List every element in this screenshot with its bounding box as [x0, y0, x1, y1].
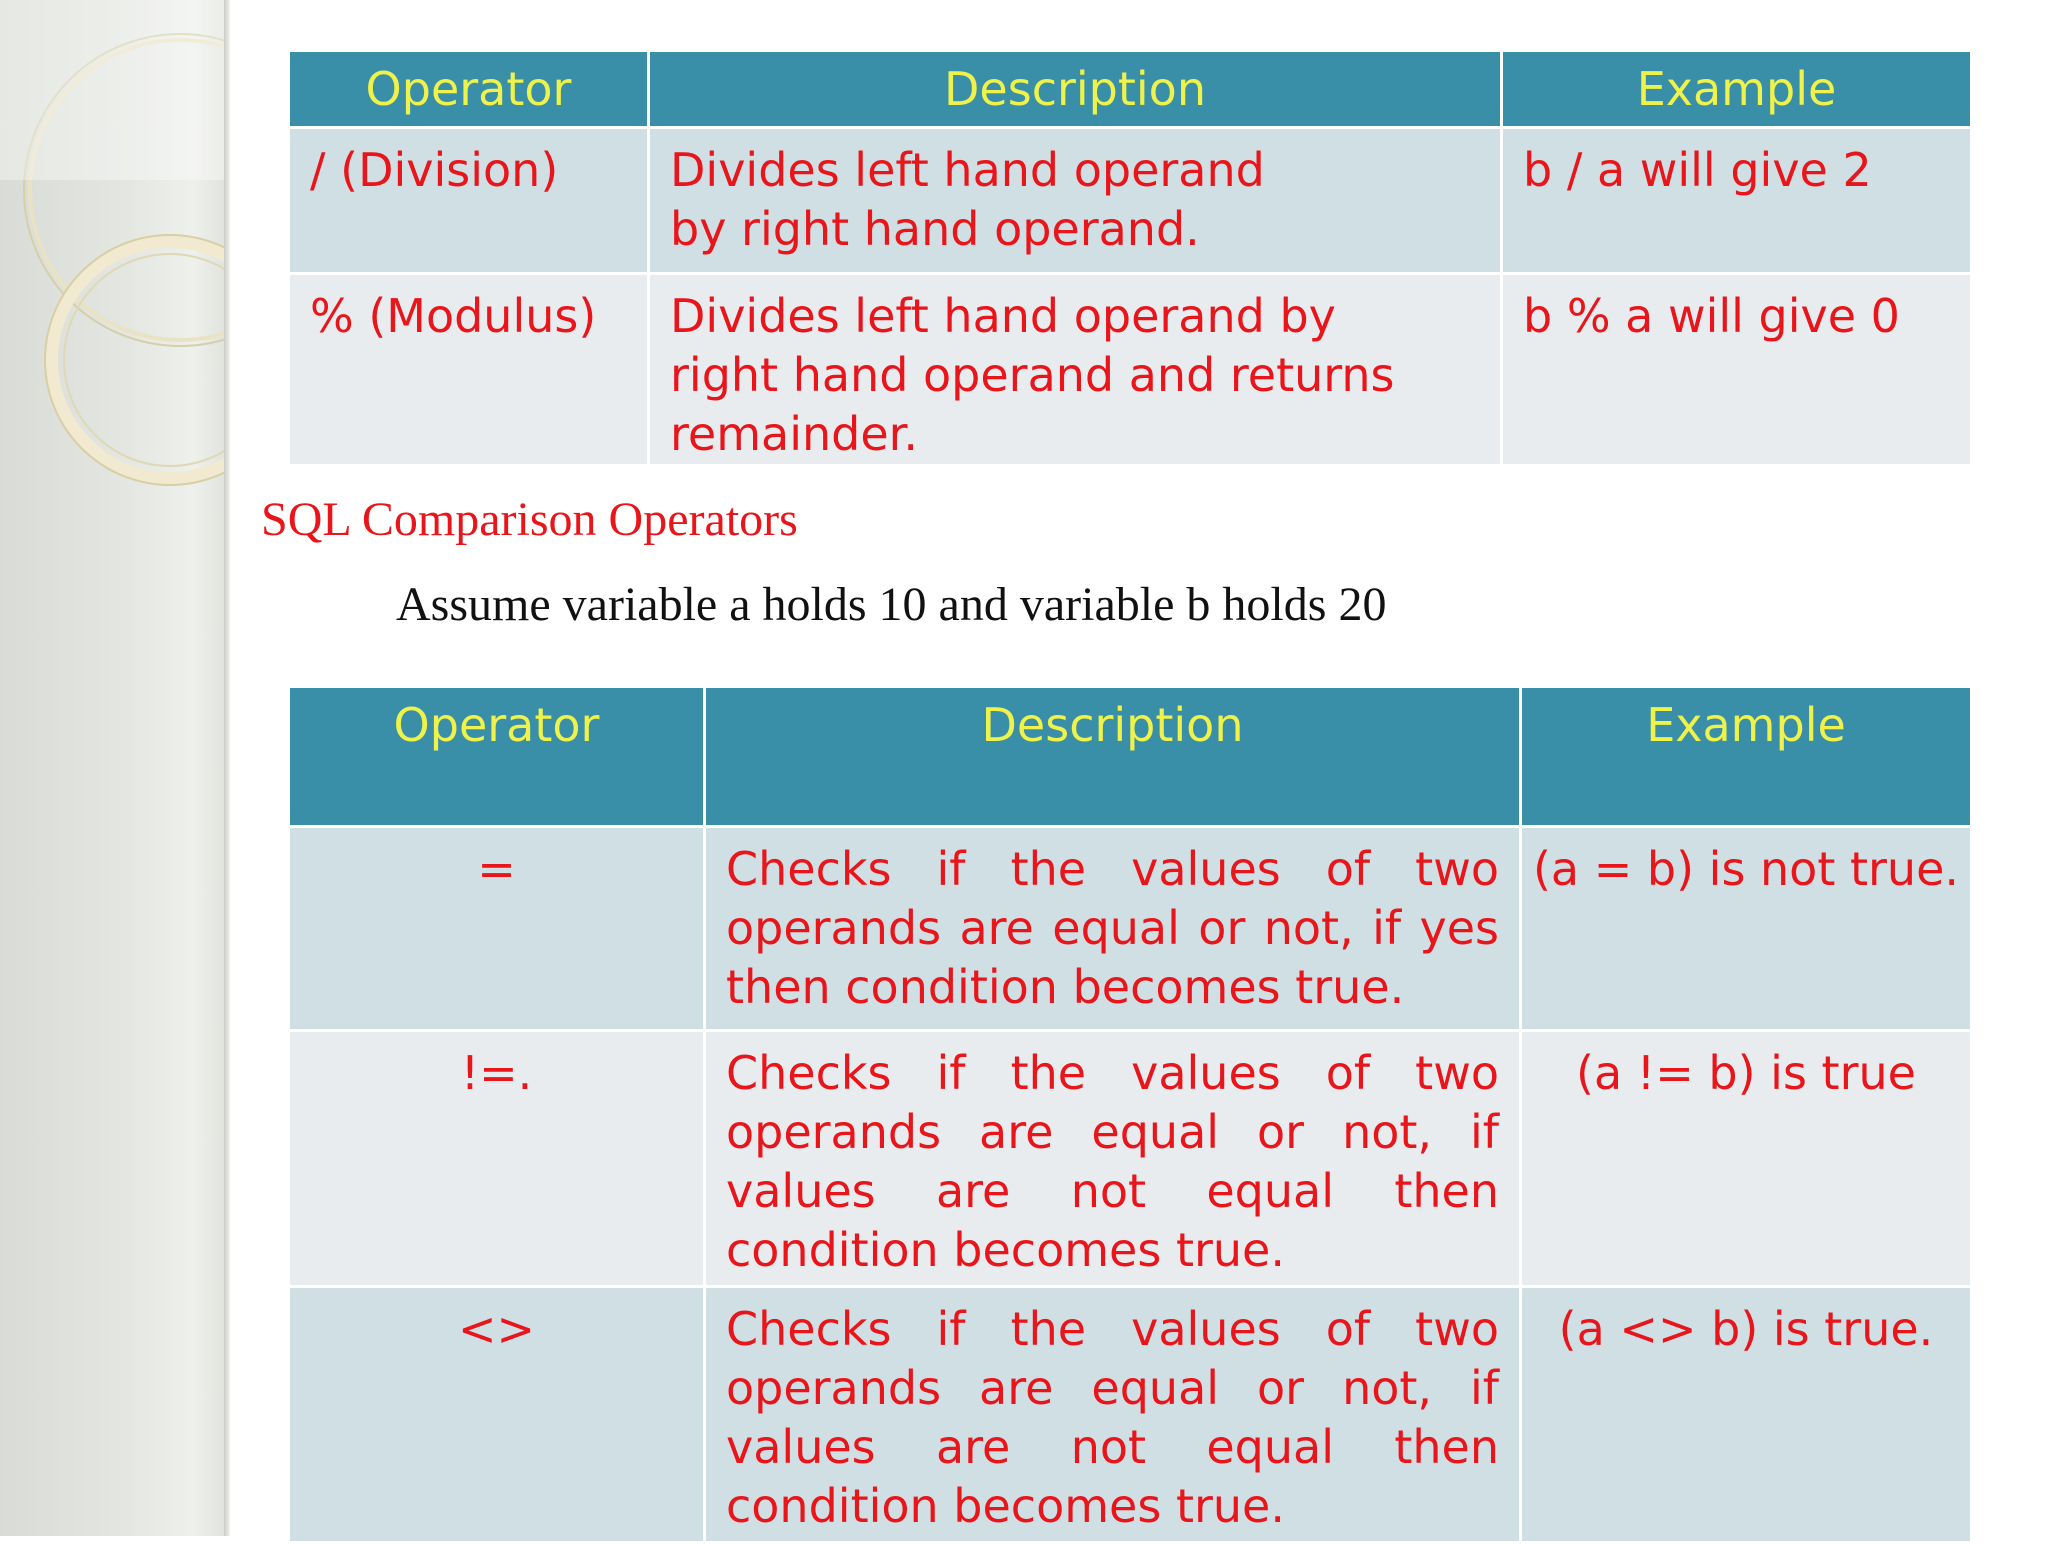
example-cell: (a != b) is true — [1522, 1032, 1970, 1285]
table-row — [290, 129, 1970, 272]
header-description: Description — [650, 52, 1500, 126]
description-cell: Checks if the values of two operands are equal or not, if yes then condition becomes true. — [706, 828, 1519, 1029]
description-cell: Checks if the values of two operands are equal or not, if values are not equal then condition becomes true. — [706, 1032, 1519, 1285]
decorative-side-panel — [0, 0, 228, 1536]
decorative-rings — [0, 0, 228, 1536]
table-row — [290, 1032, 1970, 1285]
example-cell: (a <> b) is true. — [1522, 1288, 1970, 1541]
example-cell: b % a will give 0 — [1503, 275, 1970, 464]
arithmetic-operators-table — [287, 49, 1973, 467]
table-header-row — [290, 688, 1970, 825]
comparison-operators-table — [287, 685, 1973, 1544]
header-example: Example — [1503, 52, 1970, 126]
example-cell: (a = b) is not true. — [1522, 828, 1970, 1029]
header-example: Example — [1522, 688, 1970, 825]
operator-cell: % (Modulus) — [290, 275, 647, 464]
description-cell: Checks if the values of two operands are equal or not, if values are not equal then condition becomes true. — [706, 1288, 1519, 1541]
example-cell: b / a will give 2 — [1503, 129, 1970, 272]
side-panel-edge — [224, 0, 230, 1536]
table-row — [290, 1288, 1970, 1541]
header-description: Description — [706, 688, 1519, 825]
header-operator: Operator — [290, 688, 703, 825]
assumption-text: Assume variable a holds 10 and variable b holds 20 — [396, 578, 1387, 631]
table-row — [290, 275, 1970, 464]
description-cell: Divides left hand operand by right hand operand and returns remainder. — [650, 275, 1500, 464]
table-row — [290, 828, 1970, 1029]
table-header-row — [290, 52, 1970, 126]
operator-cell: !=. — [290, 1032, 703, 1285]
description-cell: Divides left hand operand by right hand operand. — [650, 129, 1500, 272]
operator-cell: / (Division) — [290, 129, 647, 272]
operator-cell: = — [290, 828, 703, 1029]
header-operator: Operator — [290, 52, 647, 126]
section-title: SQL Comparison Operators — [261, 493, 798, 546]
operator-cell: <> — [290, 1288, 703, 1541]
